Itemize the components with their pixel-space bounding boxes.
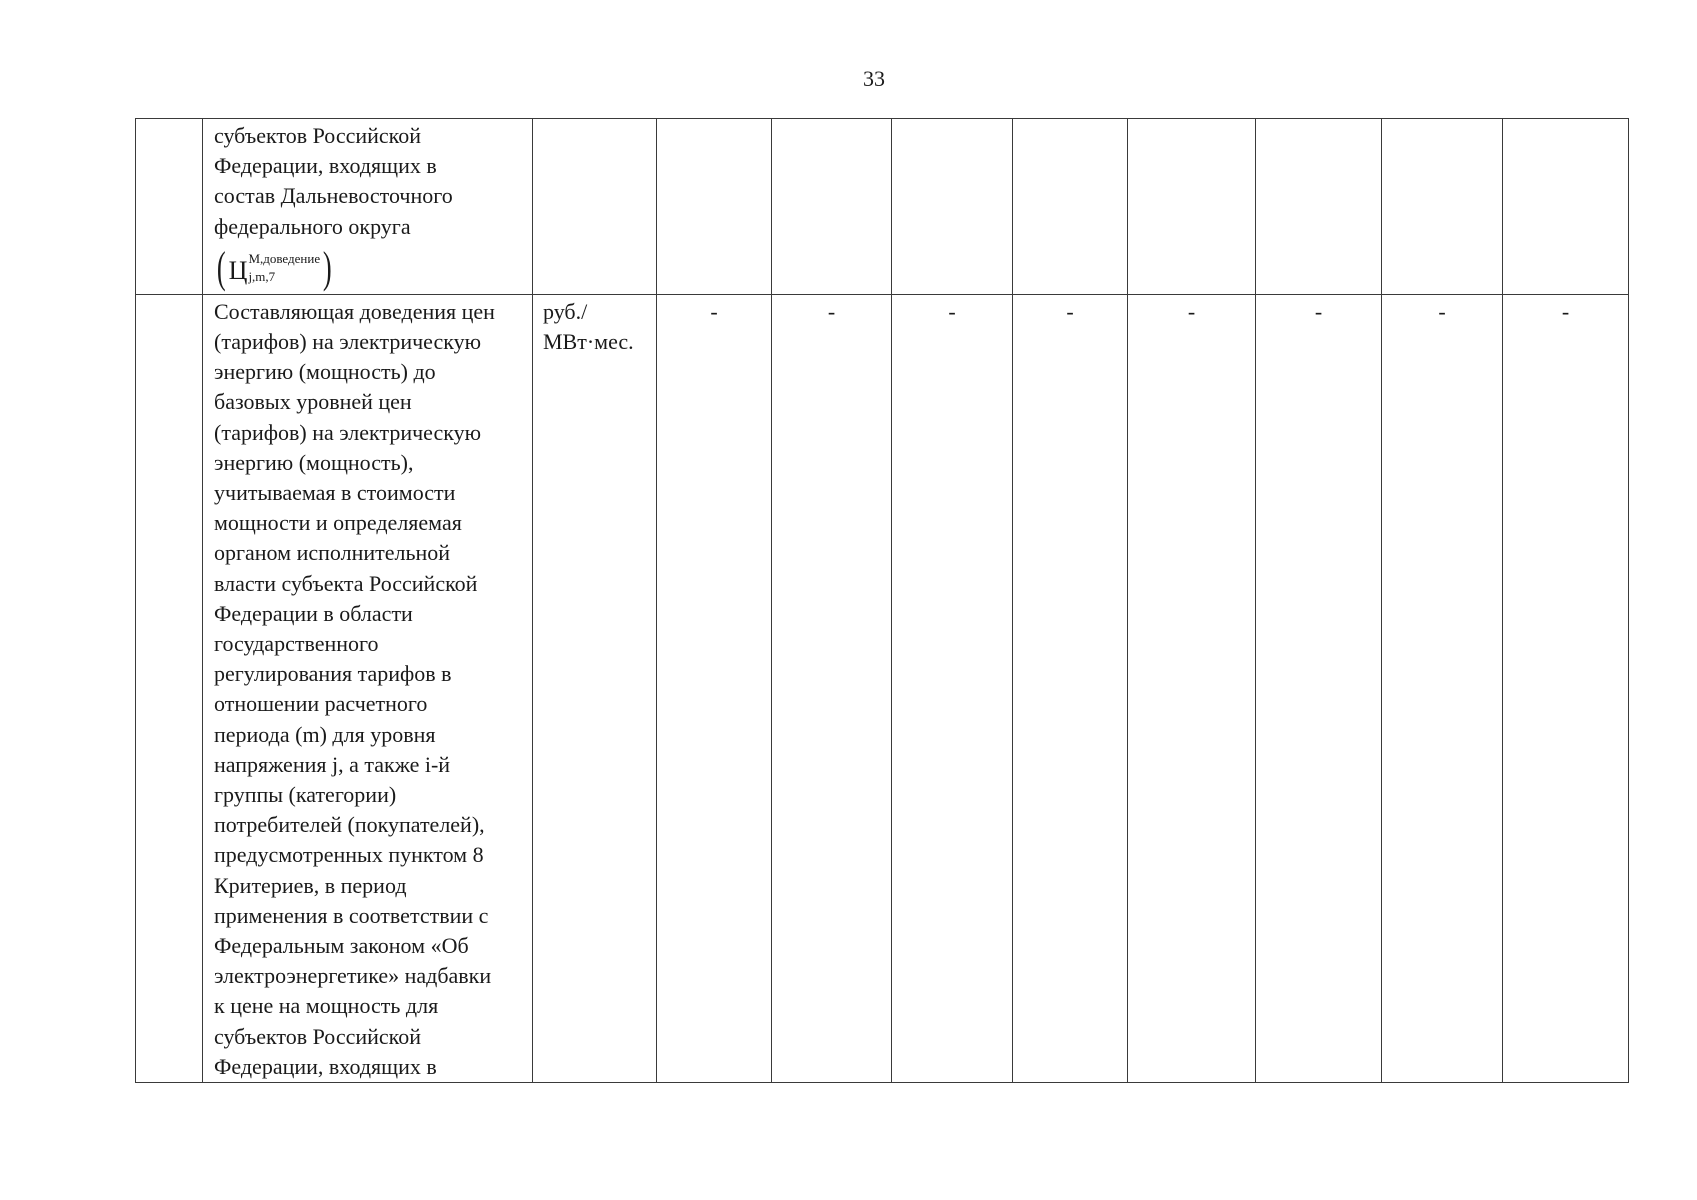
description-cell xyxy=(203,119,533,295)
value-cell: - xyxy=(1013,294,1128,1082)
value-cell xyxy=(1503,119,1629,295)
text-line: регулирования тарифов в xyxy=(214,661,452,687)
table-row xyxy=(136,119,1629,295)
text-line: базовых уровней цен xyxy=(214,389,412,415)
formula: ( Ц М,доведение j,m,7 ) xyxy=(216,242,332,292)
value-cell: - xyxy=(1503,294,1629,1082)
text-line: электроэнергетике» надбавки xyxy=(214,963,492,989)
text-line: государственного xyxy=(214,631,379,657)
value-cell: - xyxy=(1382,294,1503,1082)
unit-line: МВт·мес. xyxy=(543,329,634,355)
value-cell xyxy=(1256,119,1382,295)
text-line: группы (категории) xyxy=(214,782,397,808)
text-line: субъектов Российской xyxy=(214,1023,422,1049)
text-line: Составляющая доведения цен xyxy=(214,298,495,324)
text-line: Федерации в области xyxy=(214,600,413,626)
formula-symbol: Ц xyxy=(228,255,248,285)
text-line: органом исполнительной xyxy=(214,540,451,566)
text-line: применения в соответствии с xyxy=(214,902,489,928)
value-cell xyxy=(657,119,772,295)
number-cell xyxy=(136,294,203,1082)
text-line: периода (m) для уровня xyxy=(214,721,436,747)
text-line: состав Дальневосточного xyxy=(214,183,453,209)
text-line: (тарифов) на электрическую xyxy=(214,419,482,445)
table-row xyxy=(136,294,1629,1082)
text-line: власти субъекта Российской xyxy=(214,570,478,596)
unit-cell xyxy=(533,119,657,295)
value-cell xyxy=(892,119,1013,295)
text-line: потребителей (покупателей), xyxy=(214,812,485,838)
text-line: предусмотренных пунктом 8 xyxy=(214,842,484,868)
text-line: Федерации, входящих в xyxy=(214,153,437,179)
data-table xyxy=(135,118,1629,1083)
formula-superscript: М,доведение xyxy=(248,250,321,266)
value-cell xyxy=(1128,119,1256,295)
text-line: к цене на мощность для xyxy=(214,993,439,1019)
value-cell xyxy=(1013,119,1128,295)
text-line: субъектов Российской xyxy=(214,123,422,148)
text-line: энергию (мощность) до xyxy=(214,359,436,385)
text-line: энергию (мощность), xyxy=(214,449,414,475)
text-line: напряжения j, а также i-й xyxy=(214,751,451,777)
value-cell: - xyxy=(1256,294,1382,1082)
value-cell xyxy=(1382,119,1503,295)
text-line: (тарифов) на электрическую xyxy=(214,329,482,355)
text-line: учитываемая в стоимости xyxy=(214,480,456,506)
page-number: 33 xyxy=(863,66,885,91)
text-line: отношении расчетного xyxy=(214,691,428,717)
text-line: федерального округа xyxy=(214,213,411,239)
text-line: Федеральным законом «Об xyxy=(214,933,469,959)
text-line: Федерации, входящих в xyxy=(214,1053,437,1079)
formula-subscript: j,m,7 xyxy=(248,268,276,284)
value-cell: - xyxy=(657,294,772,1082)
value-cell: - xyxy=(892,294,1013,1082)
unit-cell xyxy=(533,294,657,1082)
value-cell xyxy=(772,119,892,295)
description-cell xyxy=(203,294,533,1082)
value-cell: - xyxy=(1128,294,1256,1082)
text-line: мощности и определяемая xyxy=(214,510,462,536)
value-cell: - xyxy=(772,294,892,1082)
unit-line: руб./ xyxy=(543,298,588,324)
number-cell xyxy=(136,119,203,295)
text-line: Критериев, в период xyxy=(214,872,407,898)
